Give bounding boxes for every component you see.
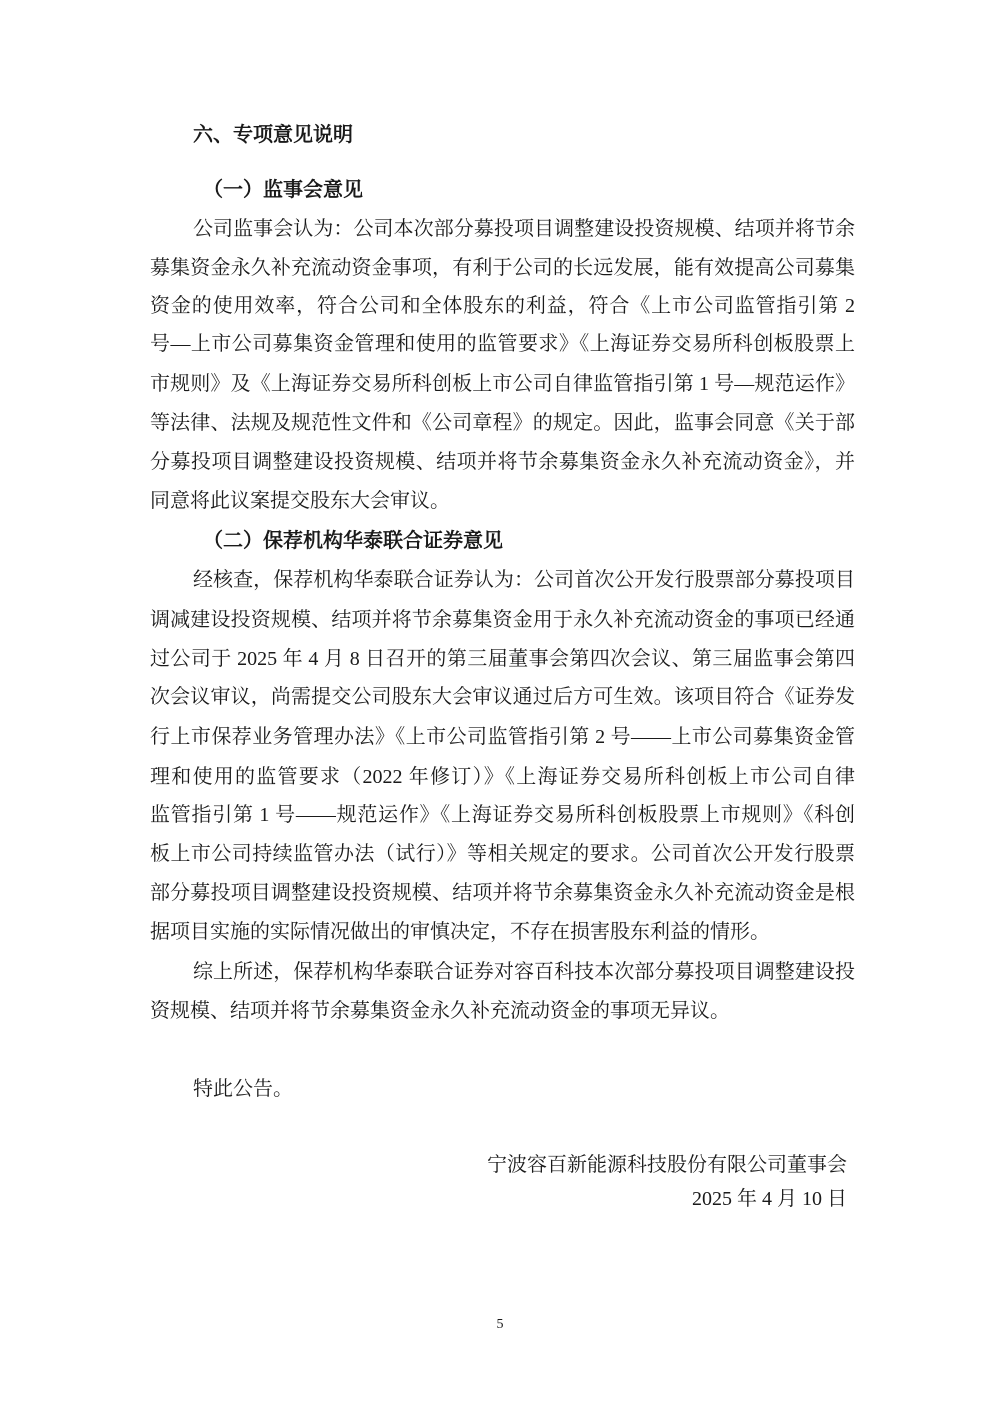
- paragraph-line: 募集资金永久补充流动资金事项，有利于公司的长远发展，能有效提高公司募集: [150, 257, 855, 279]
- paragraph-line: 等法律、法规及规范性文件和《公司章程》的规定。因此，监事会同意《关于部: [150, 412, 855, 434]
- paragraph-line: 市规则》及《上海证券交易所科创板上市公司自律监管指引第 1 号—规范运作》: [150, 373, 855, 395]
- page-number: 5: [496, 1317, 504, 1332]
- paragraph-line: 经核查，保荐机构华泰联合证券认为：公司首次公开发行股票部分募投项目: [193, 569, 855, 591]
- paragraph-line: 部分募投项目调整建设投资规模、结项并将节余募集资金永久补充流动资金是根: [150, 882, 855, 904]
- paragraph-line: 综上所述，保荐机构华泰联合证券对容百科技本次部分募投项目调整建设投: [193, 961, 855, 983]
- paragraph-line: 同意将此议案提交股东大会审议。: [150, 490, 450, 512]
- paragraph-line: 分募投项目调整建设投资规模、结项并将节余募集资金永久补充流动资金》，并: [150, 451, 855, 473]
- signature-company: 宁波容百新能源科技股份有限公司董事会: [487, 1154, 847, 1176]
- signature-date: 2025 年 4 月 10 日: [692, 1188, 847, 1210]
- subsection-title-sponsor-opinion: （二）保荐机构华泰联合证券意见: [203, 530, 503, 552]
- subsection-title-supervisory-board: （一）监事会意见: [203, 179, 363, 201]
- paragraph-line: 调减建设投资规模、结项并将节余募集资金用于永久补充流动资金的事项已经通: [150, 609, 855, 631]
- closing-statement: 特此公告。: [193, 1078, 293, 1100]
- paragraph-line: 过公司于 2025 年 4 月 8 日召开的第三届董事会第四次会议、第三届监事会第四: [150, 648, 855, 670]
- paragraph-line: 资规模、结项并将节余募集资金永久补充流动资金的事项无异议。: [150, 1000, 730, 1022]
- section-title: 六、专项意见说明: [193, 124, 353, 146]
- paragraph-line: 次会议审议，尚需提交公司股东大会审议通过后方可生效。该项目符合《证券发: [150, 686, 855, 708]
- paragraph-line: 号—上市公司募集资金管理和使用的监管要求》《上海证券交易所科创板股票上: [150, 333, 855, 355]
- paragraph-line: 理和使用的监管要求（2022 年修订）》《上海证券交易所科创板上市公司自律: [150, 766, 855, 788]
- paragraph-line: 行上市保荐业务管理办法》《上市公司监管指引第 2 号——上市公司募集资金管: [150, 726, 855, 748]
- paragraph-line: 板上市公司持续监管办法（试行）》等相关规定的要求。公司首次公开发行股票: [150, 843, 855, 865]
- paragraph-line: 公司监事会认为：公司本次部分募投项目调整建设投资规模、结项并将节余: [193, 218, 855, 240]
- paragraph-line: 资金的使用效率，符合公司和全体股东的利益，符合《上市公司监管指引第 2: [150, 295, 855, 317]
- paragraph-line: 据项目实施的实际情况做出的审慎决定，不存在损害股东利益的情形。: [150, 921, 770, 943]
- paragraph-line: 监管指引第 1 号——规范运作》《上海证券交易所科创板股票上市规则》《科创: [150, 804, 855, 826]
